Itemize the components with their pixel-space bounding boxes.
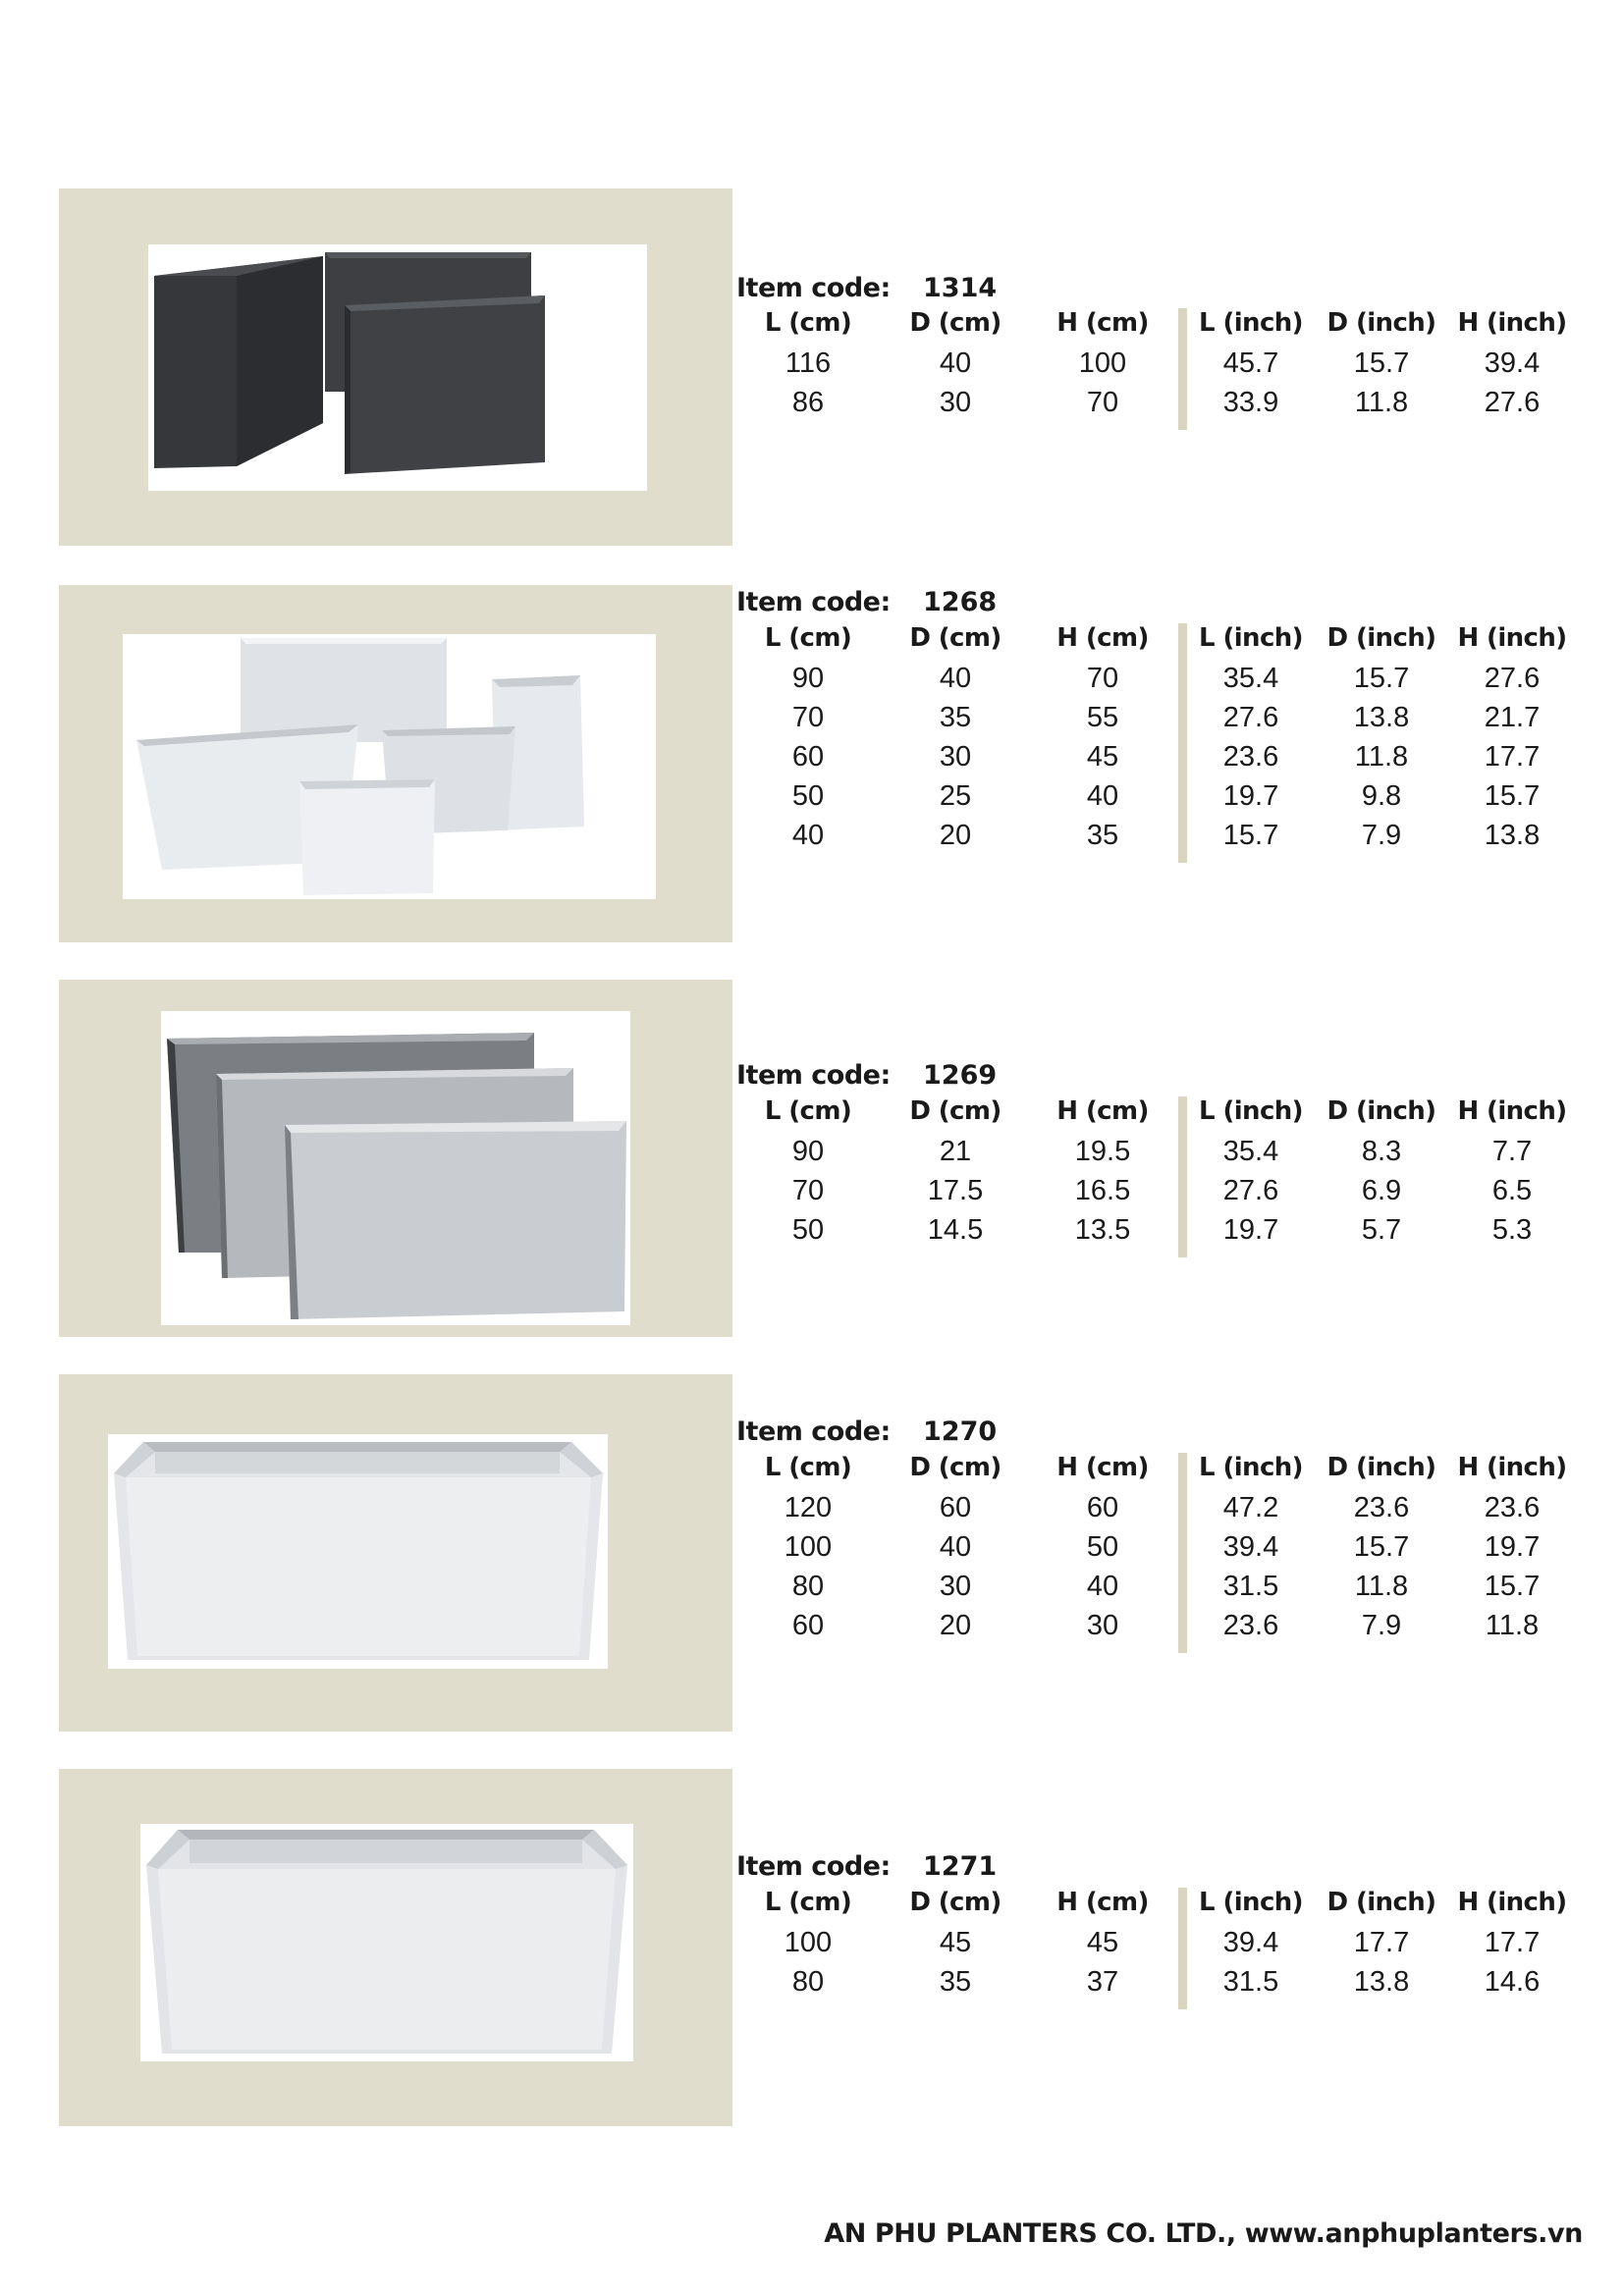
item-code-label: Item code: bbox=[736, 1060, 891, 1091]
cell-d-inch: 9.8 bbox=[1361, 780, 1402, 812]
cell-l-inch: 27.6 bbox=[1222, 702, 1279, 733]
spec-row bbox=[736, 1214, 1600, 1254]
cell-l-inch: 15.7 bbox=[1222, 820, 1279, 851]
cell-d-cm: 35 bbox=[939, 702, 972, 733]
cell-l-cm: 60 bbox=[791, 1610, 825, 1641]
header-l-cm: L (cm) bbox=[764, 1453, 852, 1482]
header-l-inch: L (inch) bbox=[1199, 1888, 1303, 1917]
cell-l-inch: 19.7 bbox=[1222, 780, 1279, 812]
cell-l-cm: 120 bbox=[784, 1492, 833, 1523]
item-code-label: Item code: bbox=[736, 587, 891, 617]
header-h-inch: H (inch) bbox=[1457, 1096, 1567, 1126]
product-photo-1314 bbox=[148, 244, 647, 491]
cell-d-inch: 8.3 bbox=[1361, 1136, 1402, 1167]
white-planters-illustration bbox=[123, 634, 656, 899]
cell-l-inch: 35.4 bbox=[1222, 663, 1279, 694]
header-d-inch: D (inch) bbox=[1326, 1888, 1436, 1917]
spec-row bbox=[736, 1966, 1600, 2005]
cell-h-inch: 13.8 bbox=[1484, 820, 1541, 851]
cell-l-inch: 23.6 bbox=[1222, 741, 1279, 773]
cell-d-inch: 15.7 bbox=[1353, 1531, 1410, 1563]
spec-row bbox=[736, 1136, 1600, 1175]
cell-d-inch: 17.7 bbox=[1353, 1927, 1410, 1958]
spec-row bbox=[736, 1531, 1600, 1571]
header-d-inch: D (inch) bbox=[1326, 308, 1436, 338]
header-l-cm: L (cm) bbox=[764, 1888, 852, 1917]
cell-h-cm: 70 bbox=[1086, 663, 1119, 694]
cell-h-inch: 17.7 bbox=[1484, 741, 1541, 773]
cell-h-cm: 13.5 bbox=[1074, 1214, 1131, 1246]
cell-d-cm: 40 bbox=[939, 1531, 972, 1563]
cell-h-inch: 17.7 bbox=[1484, 1927, 1541, 1958]
cell-l-cm: 60 bbox=[791, 741, 825, 773]
item-code-label: Item code: bbox=[736, 273, 891, 303]
cell-d-inch: 7.9 bbox=[1361, 1610, 1402, 1641]
product-photo-1269 bbox=[161, 1011, 630, 1325]
cell-d-inch: 11.8 bbox=[1354, 741, 1409, 773]
spec-header-row bbox=[736, 1888, 1600, 1927]
product-image-panel bbox=[59, 1769, 732, 2126]
cell-d-cm: 40 bbox=[939, 347, 972, 379]
header-h-cm: H (cm) bbox=[1056, 1888, 1149, 1917]
header-l-inch: L (inch) bbox=[1199, 623, 1303, 653]
cell-l-inch: 39.4 bbox=[1222, 1531, 1279, 1563]
cell-h-cm: 45 bbox=[1086, 1927, 1119, 1958]
cell-d-cm: 60 bbox=[939, 1492, 972, 1523]
company-footer: AN PHU PLANTERS CO. LTD., www.anphuplanters.vn bbox=[824, 2218, 1583, 2249]
header-h-inch: H (inch) bbox=[1457, 623, 1567, 653]
cell-d-inch: 23.6 bbox=[1353, 1492, 1410, 1523]
header-l-cm: L (cm) bbox=[764, 308, 852, 338]
cell-h-inch: 6.5 bbox=[1491, 1175, 1533, 1206]
cell-d-cm: 20 bbox=[939, 820, 972, 851]
header-l-inch: L (inch) bbox=[1199, 1096, 1303, 1126]
cell-l-inch: 31.5 bbox=[1222, 1966, 1279, 1998]
cell-d-inch: 5.7 bbox=[1361, 1214, 1402, 1246]
cell-l-cm: 90 bbox=[791, 1136, 825, 1167]
cell-h-inch: 7.7 bbox=[1491, 1136, 1533, 1167]
cell-l-cm: 80 bbox=[791, 1966, 825, 1998]
cell-h-cm: 60 bbox=[1086, 1492, 1119, 1523]
cell-d-inch: 6.9 bbox=[1361, 1175, 1402, 1206]
cell-l-inch: 31.5 bbox=[1222, 1571, 1279, 1602]
item-code-label: Item code: bbox=[736, 1416, 891, 1447]
item-code-value: 1314 bbox=[923, 273, 998, 303]
header-d-cm: D (cm) bbox=[909, 1888, 1001, 1917]
cell-l-inch: 33.9 bbox=[1222, 387, 1279, 418]
product-image-panel bbox=[59, 1374, 732, 1732]
cell-d-inch: 15.7 bbox=[1353, 347, 1410, 379]
cell-l-cm: 100 bbox=[784, 1927, 833, 1958]
cell-h-inch: 14.6 bbox=[1484, 1966, 1541, 1998]
cell-l-cm: 90 bbox=[791, 663, 825, 694]
cell-h-cm: 45 bbox=[1086, 741, 1119, 773]
cell-h-cm: 55 bbox=[1086, 702, 1119, 733]
cell-h-inch: 15.7 bbox=[1484, 1571, 1541, 1602]
header-d-inch: D (inch) bbox=[1326, 623, 1436, 653]
cell-l-inch: 35.4 bbox=[1222, 1136, 1279, 1167]
spec-row bbox=[736, 347, 1600, 387]
header-l-cm: L (cm) bbox=[764, 623, 852, 653]
item-code-value: 1269 bbox=[923, 1060, 998, 1091]
dark-planters-illustration bbox=[148, 244, 647, 491]
header-d-cm: D (cm) bbox=[909, 1096, 1001, 1126]
cell-h-cm: 35 bbox=[1086, 820, 1119, 851]
cell-h-cm: 37 bbox=[1086, 1966, 1119, 1998]
cell-l-cm: 40 bbox=[791, 820, 825, 851]
cell-d-inch: 15.7 bbox=[1353, 663, 1410, 694]
spec-header-row bbox=[736, 1453, 1600, 1492]
cell-d-cm: 21 bbox=[939, 1136, 972, 1167]
cell-d-inch: 13.8 bbox=[1353, 702, 1410, 733]
header-d-inch: D (inch) bbox=[1326, 1096, 1436, 1126]
cell-h-inch: 27.6 bbox=[1484, 387, 1541, 418]
cell-d-cm: 45 bbox=[939, 1927, 972, 1958]
spec-row bbox=[736, 1492, 1600, 1531]
cell-l-inch: 27.6 bbox=[1222, 1175, 1279, 1206]
cell-h-cm: 50 bbox=[1086, 1531, 1119, 1563]
cell-l-inch: 39.4 bbox=[1222, 1927, 1279, 1958]
header-d-cm: D (cm) bbox=[909, 308, 1001, 338]
header-l-cm: L (cm) bbox=[764, 1096, 852, 1126]
cell-h-cm: 30 bbox=[1086, 1610, 1119, 1641]
product-photo-1271 bbox=[140, 1824, 633, 2061]
cell-l-cm: 70 bbox=[791, 1175, 825, 1206]
spec-header-row bbox=[736, 623, 1600, 663]
cell-h-inch: 15.7 bbox=[1484, 780, 1541, 812]
cell-d-inch: 11.8 bbox=[1354, 1571, 1409, 1602]
cell-d-cm: 35 bbox=[939, 1966, 972, 1998]
spec-header-row bbox=[736, 1096, 1600, 1136]
product-image-panel bbox=[59, 585, 732, 942]
cell-l-inch: 45.7 bbox=[1222, 347, 1279, 379]
item-code-value: 1271 bbox=[923, 1851, 998, 1882]
product-photo-1270 bbox=[108, 1434, 608, 1669]
item-code-value: 1270 bbox=[923, 1416, 998, 1447]
spec-row bbox=[736, 1571, 1600, 1610]
cell-d-inch: 7.9 bbox=[1361, 820, 1402, 851]
cell-d-inch: 13.8 bbox=[1353, 1966, 1410, 1998]
cell-d-cm: 25 bbox=[939, 780, 972, 812]
cell-h-inch: 21.7 bbox=[1484, 702, 1541, 733]
spec-row bbox=[736, 741, 1600, 780]
cell-l-inch: 19.7 bbox=[1222, 1214, 1279, 1246]
cell-d-cm: 17.5 bbox=[927, 1175, 984, 1206]
cell-h-cm: 70 bbox=[1086, 387, 1119, 418]
header-l-inch: L (inch) bbox=[1199, 308, 1303, 338]
item-code-value: 1268 bbox=[923, 587, 998, 617]
cell-h-cm: 40 bbox=[1086, 780, 1119, 812]
cell-l-cm: 100 bbox=[784, 1531, 833, 1563]
header-h-cm: H (cm) bbox=[1056, 308, 1149, 338]
spec-row bbox=[736, 1175, 1600, 1214]
cell-l-cm: 70 bbox=[791, 702, 825, 733]
spec-row bbox=[736, 820, 1600, 859]
product-image-panel bbox=[59, 188, 732, 546]
white-trough-illustration bbox=[108, 1434, 608, 1669]
item-code-label: Item code: bbox=[736, 1851, 891, 1882]
cell-h-cm: 19.5 bbox=[1074, 1136, 1131, 1167]
spec-header-row bbox=[736, 308, 1600, 347]
product-image-panel bbox=[59, 980, 732, 1337]
cell-l-cm: 86 bbox=[791, 387, 825, 418]
cell-d-cm: 30 bbox=[939, 1571, 972, 1602]
cell-d-cm: 30 bbox=[939, 387, 972, 418]
header-h-cm: H (cm) bbox=[1056, 1096, 1149, 1126]
header-h-cm: H (cm) bbox=[1056, 623, 1149, 653]
spec-row bbox=[736, 663, 1600, 702]
header-h-inch: H (inch) bbox=[1457, 1453, 1567, 1482]
cell-l-inch: 23.6 bbox=[1222, 1610, 1279, 1641]
cell-d-inch: 11.8 bbox=[1354, 387, 1409, 418]
header-h-inch: H (inch) bbox=[1457, 308, 1567, 338]
header-h-cm: H (cm) bbox=[1056, 1453, 1149, 1482]
cell-h-inch: 19.7 bbox=[1484, 1531, 1541, 1563]
header-d-cm: D (cm) bbox=[909, 1453, 1001, 1482]
header-h-inch: H (inch) bbox=[1457, 1888, 1567, 1917]
spec-row bbox=[736, 387, 1600, 426]
cell-l-cm: 116 bbox=[785, 347, 832, 379]
spec-row bbox=[736, 780, 1600, 820]
cell-h-inch: 27.6 bbox=[1484, 663, 1541, 694]
cell-l-cm: 80 bbox=[791, 1571, 825, 1602]
spec-row bbox=[736, 1610, 1600, 1649]
product-photo-1268 bbox=[123, 634, 656, 899]
cell-d-cm: 40 bbox=[939, 663, 972, 694]
header-d-cm: D (cm) bbox=[909, 623, 1001, 653]
cell-l-inch: 47.2 bbox=[1222, 1492, 1279, 1523]
cell-h-inch: 39.4 bbox=[1484, 347, 1541, 379]
white-trough-illustration bbox=[140, 1824, 633, 2061]
spec-row bbox=[736, 1927, 1600, 1966]
cell-h-inch: 5.3 bbox=[1491, 1214, 1533, 1246]
spec-row bbox=[736, 702, 1600, 741]
cell-h-inch: 11.8 bbox=[1485, 1610, 1540, 1641]
header-d-inch: D (inch) bbox=[1326, 1453, 1436, 1482]
grey-planters-illustration bbox=[161, 1011, 630, 1325]
header-l-inch: L (inch) bbox=[1199, 1453, 1303, 1482]
cell-h-cm: 40 bbox=[1086, 1571, 1119, 1602]
cell-h-cm: 100 bbox=[1078, 347, 1127, 379]
cell-d-cm: 20 bbox=[939, 1610, 972, 1641]
cell-h-cm: 16.5 bbox=[1074, 1175, 1131, 1206]
cell-l-cm: 50 bbox=[791, 1214, 825, 1246]
cell-l-cm: 50 bbox=[791, 780, 825, 812]
cell-h-inch: 23.6 bbox=[1484, 1492, 1541, 1523]
cell-d-cm: 14.5 bbox=[927, 1214, 984, 1246]
cell-d-cm: 30 bbox=[939, 741, 972, 773]
